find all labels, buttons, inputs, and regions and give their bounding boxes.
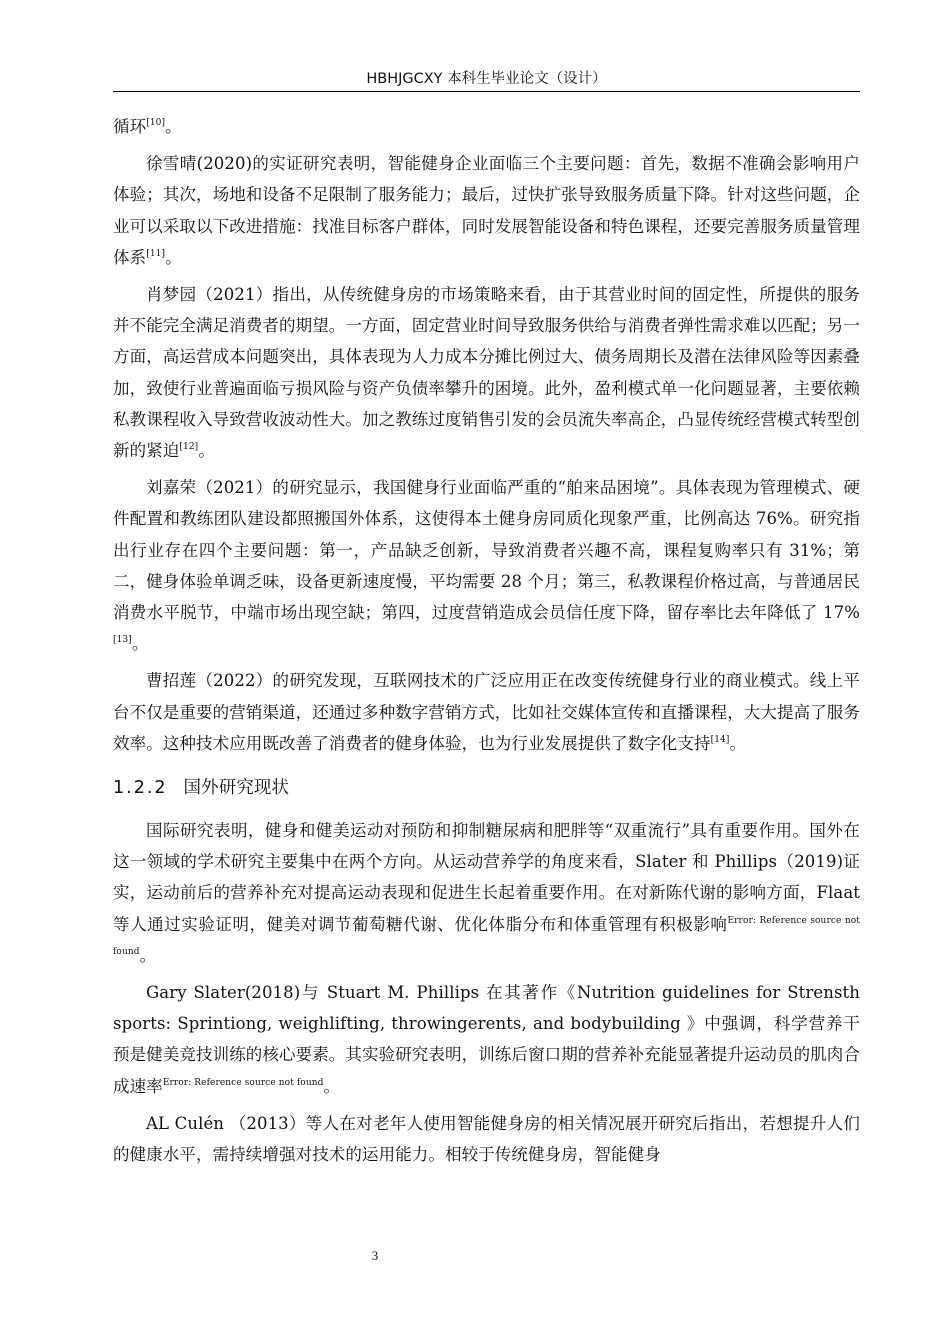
paragraph-end: 。 xyxy=(131,634,149,654)
paragraph xyxy=(113,279,860,466)
citation-error: Error: Reference source not found xyxy=(162,1077,324,1088)
paragraph xyxy=(113,1108,860,1170)
paragraph-text: AL Culén （2013）等人在对老年人使用智能健身房的相关情况展开研究后指出，若想提升人们的健康水平，需持续增强对技术的运用能力。相较于传统健身房，智能健身 xyxy=(113,1113,860,1165)
paragraph-end: 。 xyxy=(139,945,157,965)
section-heading xyxy=(113,773,860,803)
paragraph-text: 刘嘉荣（2021）的研究显示，我国健身行业面临严重的“舶来品困境”。具体表现为管理模式、硬件配置和教练团队建设都照搬国外体系，这使得本土健身房同质化现象严重，比例高达 76%。研究指出行业存在四个主要问题：第一，产品缺乏创新，导致消费者兴趣不高，课程复购率只有 31%；第二，健身体验单调乏味，设备更新速度慢，平均需要 28 个月；第三，私教课程价格过高，与普通居民消费水平脱节，中端市场出现空缺；第四，过度营销造成会员信任度下降，留存率比去年降低了 17% xyxy=(113,478,860,623)
citation: [13] xyxy=(113,635,132,646)
header-rule xyxy=(113,91,860,92)
paragraph xyxy=(113,665,860,759)
paragraph-end: 。 xyxy=(198,441,215,461)
paragraph xyxy=(113,472,860,659)
section-number: 1.2.2 xyxy=(113,778,168,799)
citation-error: Error: Reference source not found xyxy=(113,915,860,957)
body-text xyxy=(113,111,860,1176)
paragraph-text: 肖梦园（2021）指出，从传统健身房的市场策略来看，由于其营业时间的固定性，所提供的服务并不能完全满足消费者的期望。一方面，固定营业时间导致服务供给与消费者弹性需求难以匹配；另一方面，高运营成本问题突出，具体表现为人力成本分摊比例过大、债务周期长及潜在法律风险等因素叠加，致使行业普遍面临亏损风险与资产负债率攀升的困境。此外，盈利模式单一化问题显著，主要依赖私教课程收入导致营收波动性大。加之教练过度销售引发的会员流失率高企，凸显传统经营模式转型创新的紧迫 xyxy=(113,285,860,461)
paragraph xyxy=(113,977,860,1102)
paragraph-end: 。 xyxy=(165,117,182,136)
paragraph-text: 曹招莲（2022）的研究发现，互联网技术的广泛应用正在改变传统健身行业的商业模式。线上平台不仅是重要的营销渠道，还通过多种数字营销方式，比如社交媒体宣传和直播课程，大大提高了服务效率。这种技术应用既改善了消费者的健身体验，也为行业发展提供了数字化支持 xyxy=(113,671,860,753)
citation: [10] xyxy=(146,118,166,128)
citation: [14] xyxy=(710,734,730,745)
citation: [11] xyxy=(146,248,166,259)
page-number: 3 xyxy=(371,1248,379,1263)
paragraph xyxy=(113,815,860,971)
paragraph-text: 国际研究表明，健身和健美运动对预防和抑制糖尿病和肥胖等“双重流行”具有重要作用。国外在这一领域的学术研究主要集中在两个方向。从运动营养学的角度来看，Slater 和 Phillips（2019)证实，运动前后的营养补充对提高运动表现和促进生长起着重要作用。在对新陈代谢的影响方面，Flaat 等人通过实验证明，健美对调节葡萄糖代谢、优化体脂分布和体重管理有积极影响 xyxy=(113,821,860,934)
paragraph-end: 。 xyxy=(729,733,747,753)
paragraph-text: 徐雪晴(2020)的实证研究表明，智能健身企业面临三个主要问题：首先，数据不准确会影响用户体验；其次，场地和设备不足限制了服务能力；最后，过快扩张导致服务质量下降。针对这些问题，企业可以采取以下改进措施：找准目标客户群体，同时发展智能设备和特色课程，还要完善服务质量管理体系 xyxy=(113,154,860,267)
paragraph-text: Gary Slater(2018)与 Stuart M. Phillips 在其著作《Nutrition guidelines for Strensth sports: Sprintiong, weighlifting, throwingerents, and bodybuilding 》中强调，科学营养干预是健美竞技训练的核心要素。其实验研究表明，训练后窗口期的营养补充能显著提升运动员的肌肉合成速率 xyxy=(113,983,860,1096)
paragraph xyxy=(113,111,860,142)
paragraph-end: 。 xyxy=(323,1076,341,1096)
paragraph-text: 循环 xyxy=(113,117,147,136)
citation: [12] xyxy=(179,442,199,453)
section-title: 国外研究现状 xyxy=(183,778,290,799)
paragraph xyxy=(113,148,860,273)
running-header: HBHJGCXY 本科生毕业论文（设计） xyxy=(366,71,607,87)
paragraph-end: 。 xyxy=(165,247,182,267)
